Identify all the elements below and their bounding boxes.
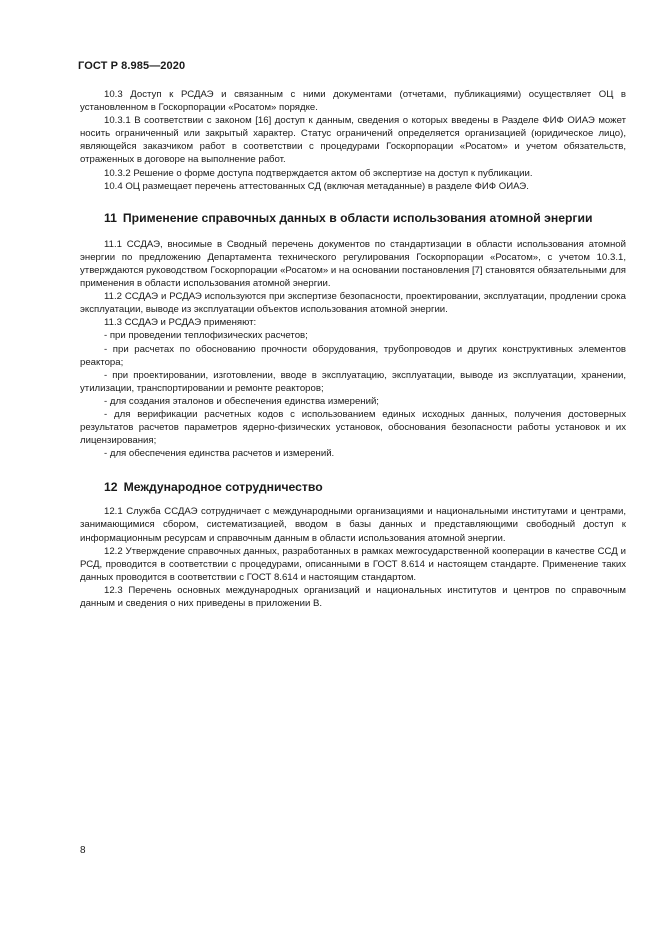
section-11-number: 11 (104, 210, 117, 225)
section-11-heading (80, 210, 626, 227)
paragraph-10-4: 10.4 ОЦ размещает перечень аттестованных СД (включая метаданные) в разделе ФИФ ОИАЭ. (104, 180, 529, 192)
list-item: - при проведении теплофизических расчетов; (104, 330, 308, 342)
paragraph-10-3-2: 10.3.2 Решение о форме доступа подтверждается актом об экспертизе на доступ к публикации. (104, 167, 533, 179)
paragraph-10-3-1: 10.3.1 В соответствии с законом [16] доступ к данным, сведения о которых введены в Разделе ФИФ ОИАЭ может носить ограниченный или закрытый характер. Статус ограничений определяется организацией (юридическое лицо), являющейся заказчиком работ в соответствии с процедурами Госкорпорации «Росатом» и учетом обязательств, отраженных в договоре на выполнение работ. (80, 115, 626, 166)
list-item: - при расчетах по обоснованию прочности оборудования, трубопроводов и других конструктивных элементов реактора; (80, 343, 626, 368)
paragraph-12-3: 12.3 Перечень основных международных организаций и национальных институтов и центров по справочным данным и сведения о них приведены в приложении В. (80, 584, 626, 609)
document-header: ГОСТ Р 8.985—2020 (78, 60, 186, 72)
section-11-title: Применение справочных данных в области использования атомной энергии (122, 210, 593, 225)
paragraph-12-1: 12.1 Служба ССДАЭ сотрудничает с международными организациями и национальными институтами и центрами, занимающимися сбором, систематизацией, вводом в базы данных и представляющими свободный доступ к информационным ресурсам и справочным данным в области использования атомной энергии. (80, 506, 626, 544)
list-item: - для верификации расчетных кодов с использованием единых исходных данных, получения достоверных результатов расчетов параметров ядерно-физических установок, обоснования безопасности работы установок и их лицензирования; (80, 408, 626, 447)
paragraph-10-3: 10.3 Доступ к РСДАЭ и связанным с ними документами (отчетами, публикациями) осуществляет ОЦ в установленном в Госкорпорации «Росатом» порядке. (80, 89, 626, 114)
section-12-heading (80, 479, 626, 496)
page-number: 8 (80, 845, 86, 856)
paragraph-11-1: 11.1 ССДАЭ, вносимые в Сводный перечень документов по стандартизации в области использования атомной энергии по предложению Департамента технического регулирования Госкорпорации «Росатом», с учетом 10.3.1, утверждаются руководством Госкорпорации «Росатом» и на основании постановления [7] становятся обязательными для применения в области использования атомной энергии. (80, 238, 626, 290)
list-item: - при проектировании, изготовлении, вводе в эксплуатацию, эксплуатации, выводе из эксплуатации, хранении, утилизации, транспортировании и ремонте реакторов; (80, 369, 626, 394)
list-item: - для создания эталонов и обеспечения единства измерений; (104, 395, 379, 407)
paragraph-11-2: 11.2 ССДАЭ и РСДАЭ используются при экспертизе безопасности, проектировании, эксплуатации, продлении срока эксплуатации, выводе из эксплуатации объектов использования атомной энергии. (80, 291, 626, 316)
document-body (80, 88, 626, 610)
list-item: - для обеспечения единства расчетов и измерений. (104, 448, 335, 460)
paragraph-12-2: 12.2 Утверждение справочных данных, разработанных в рамках межгосударственной кооперации в качестве ССД и РСД, проводится в соответствии с процедурами, описанными в ГОСТ 8.614 и настоящем стандарте. Применение таких данных проводится в соответствии с ГОСТ 8.614 и настоящим стандартом. (80, 545, 626, 583)
paragraph-11-3: 11.3 ССДАЭ и РСДАЭ применяют: (104, 317, 257, 329)
section-12-title: Международное сотрудничество (123, 480, 323, 495)
section-12-number: 12 (104, 480, 118, 495)
